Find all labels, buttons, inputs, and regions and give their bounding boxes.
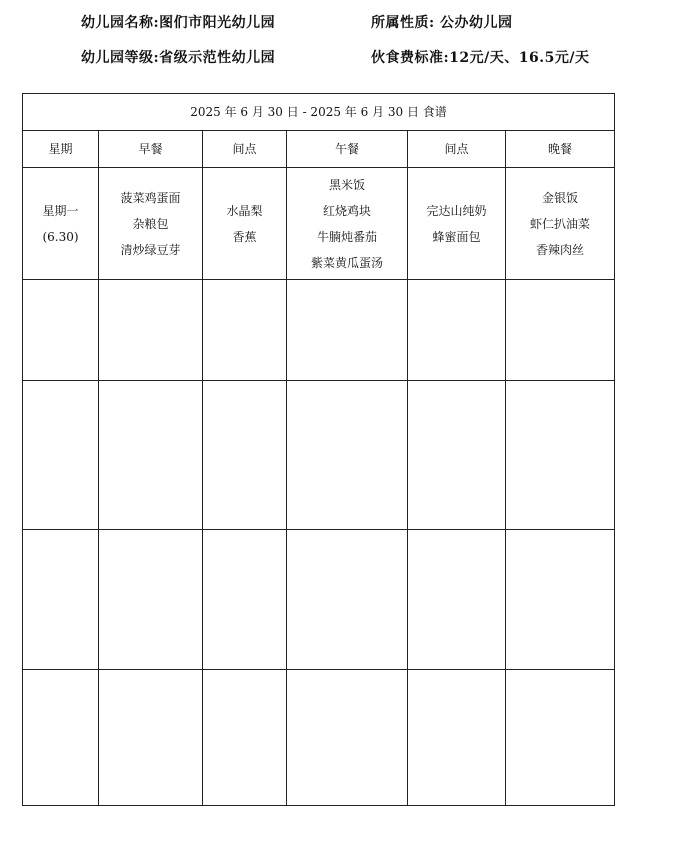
menu-item: 杂粮包 (132, 216, 169, 231)
kindergarten-nature: 所属性质: 公办幼儿园 (371, 15, 513, 31)
menu-item: 黑米饭 (328, 177, 365, 192)
empty-cell (408, 280, 506, 381)
kindergarten-grade: 幼儿园等级:省级示范性幼儿园 (81, 50, 276, 66)
empty-cell (287, 670, 408, 806)
table-header-row (23, 131, 615, 168)
menu-item: 牛腩炖番茄 (316, 229, 377, 244)
empty-cell (287, 381, 408, 530)
header-snack-2: 间点 (408, 131, 506, 168)
empty-cell (506, 530, 615, 670)
empty-cell (99, 530, 203, 670)
empty-cell (99, 381, 203, 530)
menu-date-range-title: 2025 年 6 月 30 日 - 2025 年 6 月 30 日 食谱 (23, 94, 615, 131)
menu-item: 香蕉 (232, 229, 257, 244)
empty-cell (23, 530, 99, 670)
empty-cell (23, 670, 99, 806)
empty-cell (99, 670, 203, 806)
menu-item: 虾仁扒油菜 (529, 216, 590, 231)
empty-cell (506, 280, 615, 381)
breakfast-cell (99, 168, 203, 280)
empty-cell (23, 280, 99, 381)
table-row (23, 530, 615, 670)
empty-cell (99, 280, 203, 381)
menu-item: 香辣肉丝 (535, 242, 584, 257)
menu-item: 红烧鸡块 (322, 203, 371, 218)
empty-cell (408, 381, 506, 530)
weekday-name: 星期一 (42, 203, 79, 218)
empty-cell (203, 381, 287, 530)
menu-item: 水晶梨 (226, 203, 263, 218)
menu-item: 金银饭 (541, 190, 578, 205)
empty-cell (506, 670, 615, 806)
kindergarten-name: 幼儿园名称:图们市阳光幼儿园 (81, 15, 276, 31)
lunch-cell (287, 168, 408, 280)
menu-item: 清炒绿豆芽 (120, 242, 181, 257)
table-row (23, 381, 615, 530)
table-title-row (23, 94, 615, 131)
table-row (23, 168, 615, 280)
snack-1-cell (203, 168, 287, 280)
table-row (23, 280, 615, 381)
empty-cell (203, 670, 287, 806)
menu-table (22, 93, 615, 806)
header-dinner: 晚餐 (506, 131, 615, 168)
menu-item: 完达山纯奶 (426, 203, 487, 218)
empty-cell (506, 381, 615, 530)
dinner-cell (506, 168, 615, 280)
header-snack-1: 间点 (203, 131, 287, 168)
empty-cell (203, 530, 287, 670)
header-breakfast: 早餐 (99, 131, 203, 168)
empty-cell (408, 670, 506, 806)
empty-cell (203, 280, 287, 381)
empty-cell (287, 530, 408, 670)
header-weekday: 星期 (23, 131, 99, 168)
menu-item: 蜂蜜面包 (432, 229, 481, 244)
table-row (23, 670, 615, 806)
weekday-cell (23, 168, 99, 280)
meal-fee-standard: 伙食费标准:12元/天、16.5元/天 (371, 50, 590, 66)
empty-cell (23, 381, 99, 530)
snack-2-cell (408, 168, 506, 280)
weekday-date: (6.30) (42, 229, 79, 244)
menu-item: 紫菜黄瓜蛋汤 (310, 255, 383, 270)
header-lunch: 午餐 (287, 131, 408, 168)
empty-cell (408, 530, 506, 670)
menu-item: 菠菜鸡蛋面 (120, 190, 181, 205)
empty-cell (287, 280, 408, 381)
